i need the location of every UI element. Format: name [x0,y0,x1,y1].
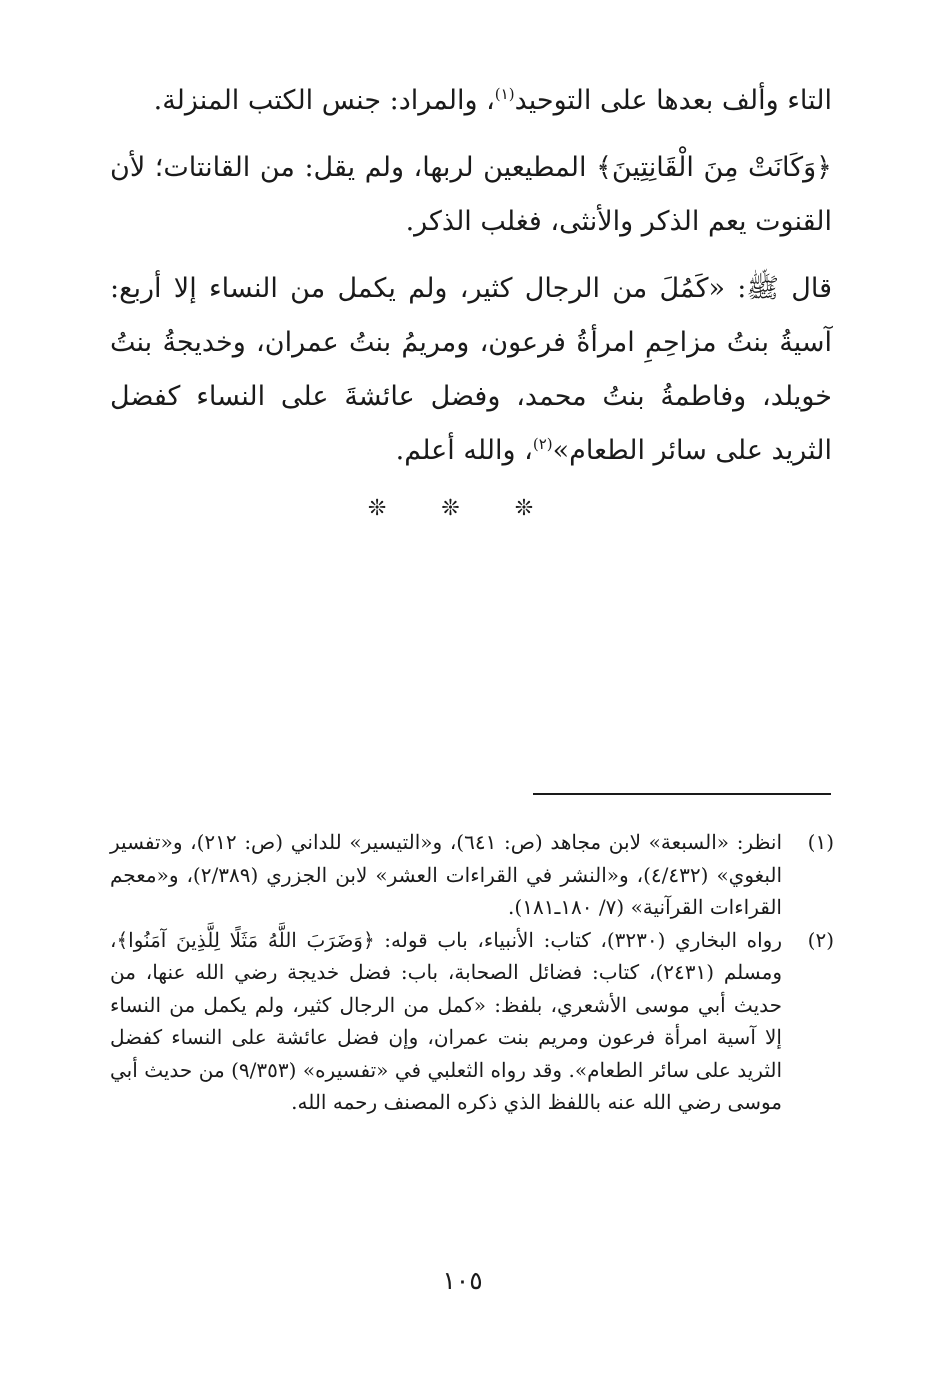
footnote-1 [110,826,834,924]
section-divider-ornament: ❊ ❊ ❊ [367,496,558,521]
footnote-2 [110,924,834,1119]
main-text [110,74,832,491]
page-number: ١٠٥ [442,1266,483,1295]
footnote-number-1: (١) [807,830,834,854]
footnote-separator-line [533,793,831,795]
footnotes [110,826,834,1119]
paragraph-1 [110,74,832,128]
footnote-ref-1: (١) [494,85,515,103]
paragraph-1-rest: ، والمراد: جنس الكتب المنزلة. [153,85,495,116]
paragraph-3-rest: ، والله أعلم. [395,435,533,466]
paragraph-3-text: قال ﷺ: «كَمُلَ من الرجال كثير، ولم يكمل من النساء إلا أربع: آسيةُ بنتُ مزاحِمِ امرأةُ فرعون، ومريمُ بنتُ عمران، وخديجةُ بنتُ خويلد، وفاطمةُ بنتُ محمد، وفضل عائشةَ على النساء كفضل الثريد على سائر الطعام» [110,273,832,466]
footnote-number-2: (٢) [807,927,834,952]
paragraph-3 [110,262,832,478]
footnote-ref-2: (٢) [532,435,553,453]
paragraph-1-text: التاء وألف بعدها على التوحيد [514,85,832,116]
footnote-text-1: انظر: «السبعة» لابن مجاهد (ص: ٦٤١)، و«التيسير» للداني (ص: ٢١٢)، و«تفسير البغوي» (٤/٤٣٢)، و«النشر في القراءات العشر» لابن الجزري (٢/٣٨٩)، و«معجم القراءات القرآنية» (٧/ ١٨٠ـ١٨١). [110,830,783,919]
paragraph-2: ﴿وَكَانَتْ مِنَ الْقَانِتِينَ﴾ المطيعين لربها، ولم يقل: من القانتات؛ لأن القنوت يعم الذكر والأنثى، فغلب الذكر. [110,152,832,237]
footnote-text-2: رواه البخاري (٣٢٣٠)، كتاب: الأنبياء، باب قوله: ﴿وَضَرَبَ اللَّهُ مَثَلًا لِلَّذِينَ آمَنُوا﴾، ومسلم (٢٤٣١)، كتاب: فضائل الصحابة، باب: فضل خديجة رضي الله عنها، من حديث أبي موسى الأشعري، بلفظ: «كمل من الرجال كثير، ولم يكمل من النساء إلا آسية امرأة فرعون ومريم بنت عمران، وإن فضل عائشة على النساء كفضل الثريد على سائر الطعام». وقد رواه الثعلبي في «تفسيره» (٩/٣٥٣) من حديث أبي موسى رضي الله عنه باللفظ الذي ذكره المصنف رحمه الله. [110,927,783,1114]
